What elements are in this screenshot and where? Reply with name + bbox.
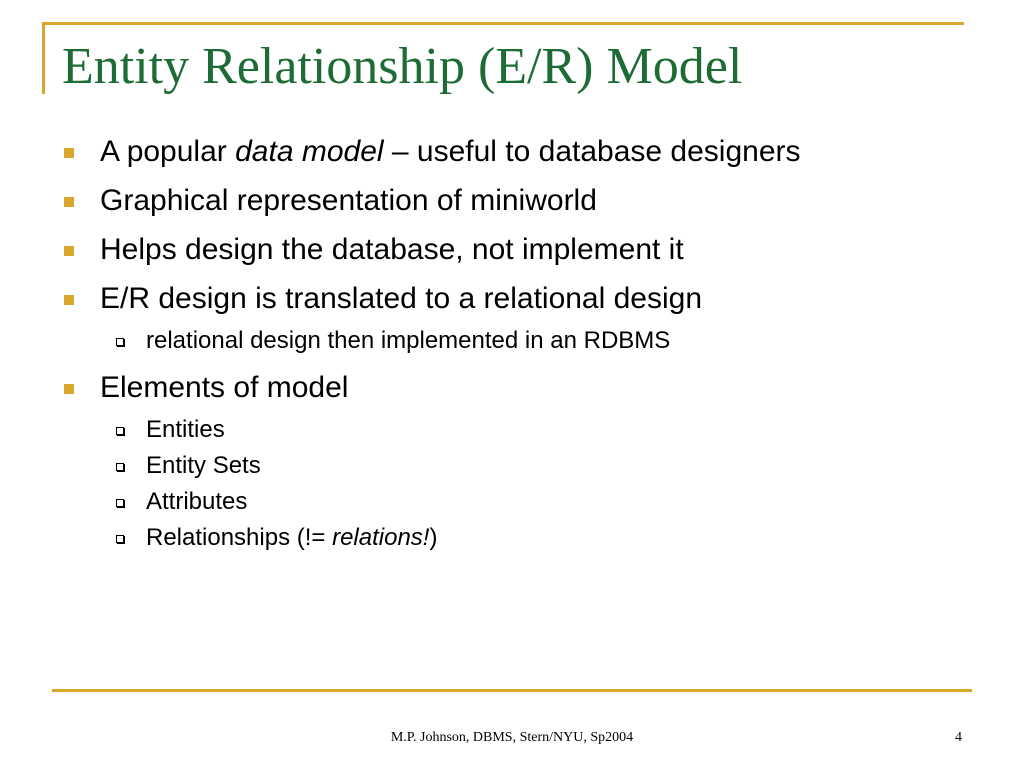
bullet-item-data-model (62, 134, 962, 170)
sub-bullet-text: relational design then implemented in an RDBMS (146, 327, 671, 354)
sub-bullet-text: Attributes (146, 488, 248, 515)
sub-bullet-text: Entities (146, 416, 225, 443)
square-bullet-icon (64, 384, 74, 394)
bullet-text-emphasis: data model (235, 135, 384, 168)
bullet-text-post: – useful to database designers (383, 135, 801, 168)
sub-bullet-text-pre: Relationships (!= (146, 524, 333, 551)
square-bullet-icon (64, 197, 74, 207)
bullet-item-translated (62, 281, 962, 317)
bullet-text: Elements of model (100, 371, 349, 404)
sub-bullet-text: Entity Sets (146, 452, 261, 479)
hollow-square-bullet-icon (116, 499, 124, 507)
decorative-top-rule (42, 22, 964, 25)
bullet-item-elements (62, 370, 962, 406)
sub-bullet-item-rdbms (62, 326, 962, 356)
bullet-text: Graphical representation of miniworld (100, 184, 597, 217)
hollow-square-bullet-icon (116, 427, 124, 435)
square-bullet-icon (64, 295, 74, 305)
sub-bullet-item-attributes (62, 487, 962, 517)
decorative-left-rule (42, 22, 45, 94)
bullet-text: E/R design is translated to a relational design (100, 282, 703, 315)
square-bullet-icon (64, 246, 74, 256)
sub-bullet-text-post: ) (429, 524, 438, 551)
sub-bullet-text-emphasis: relations! (332, 524, 430, 551)
bullet-item-helps-design (62, 232, 962, 268)
bullet-list (62, 134, 962, 563)
sub-bullet-item-entities (62, 415, 962, 445)
slide-title: Entity Relationship (E/R) Model (62, 38, 743, 95)
footer-attribution: M.P. Johnson, DBMS, Stern/NYU, Sp2004 (390, 730, 634, 745)
square-bullet-icon (64, 148, 74, 158)
footer-divider (52, 689, 972, 692)
bullet-text: Helps design the database, not implement it (100, 233, 684, 266)
sub-bullet-item-entity-sets (62, 451, 962, 481)
hollow-square-bullet-icon (116, 338, 124, 346)
hollow-square-bullet-icon (116, 535, 124, 543)
bullet-text-pre: A popular (100, 135, 236, 168)
page-number: 4 (955, 730, 962, 745)
sub-bullet-item-relationships (62, 523, 962, 553)
hollow-square-bullet-icon (116, 463, 124, 471)
bullet-item-graphical (62, 183, 962, 219)
